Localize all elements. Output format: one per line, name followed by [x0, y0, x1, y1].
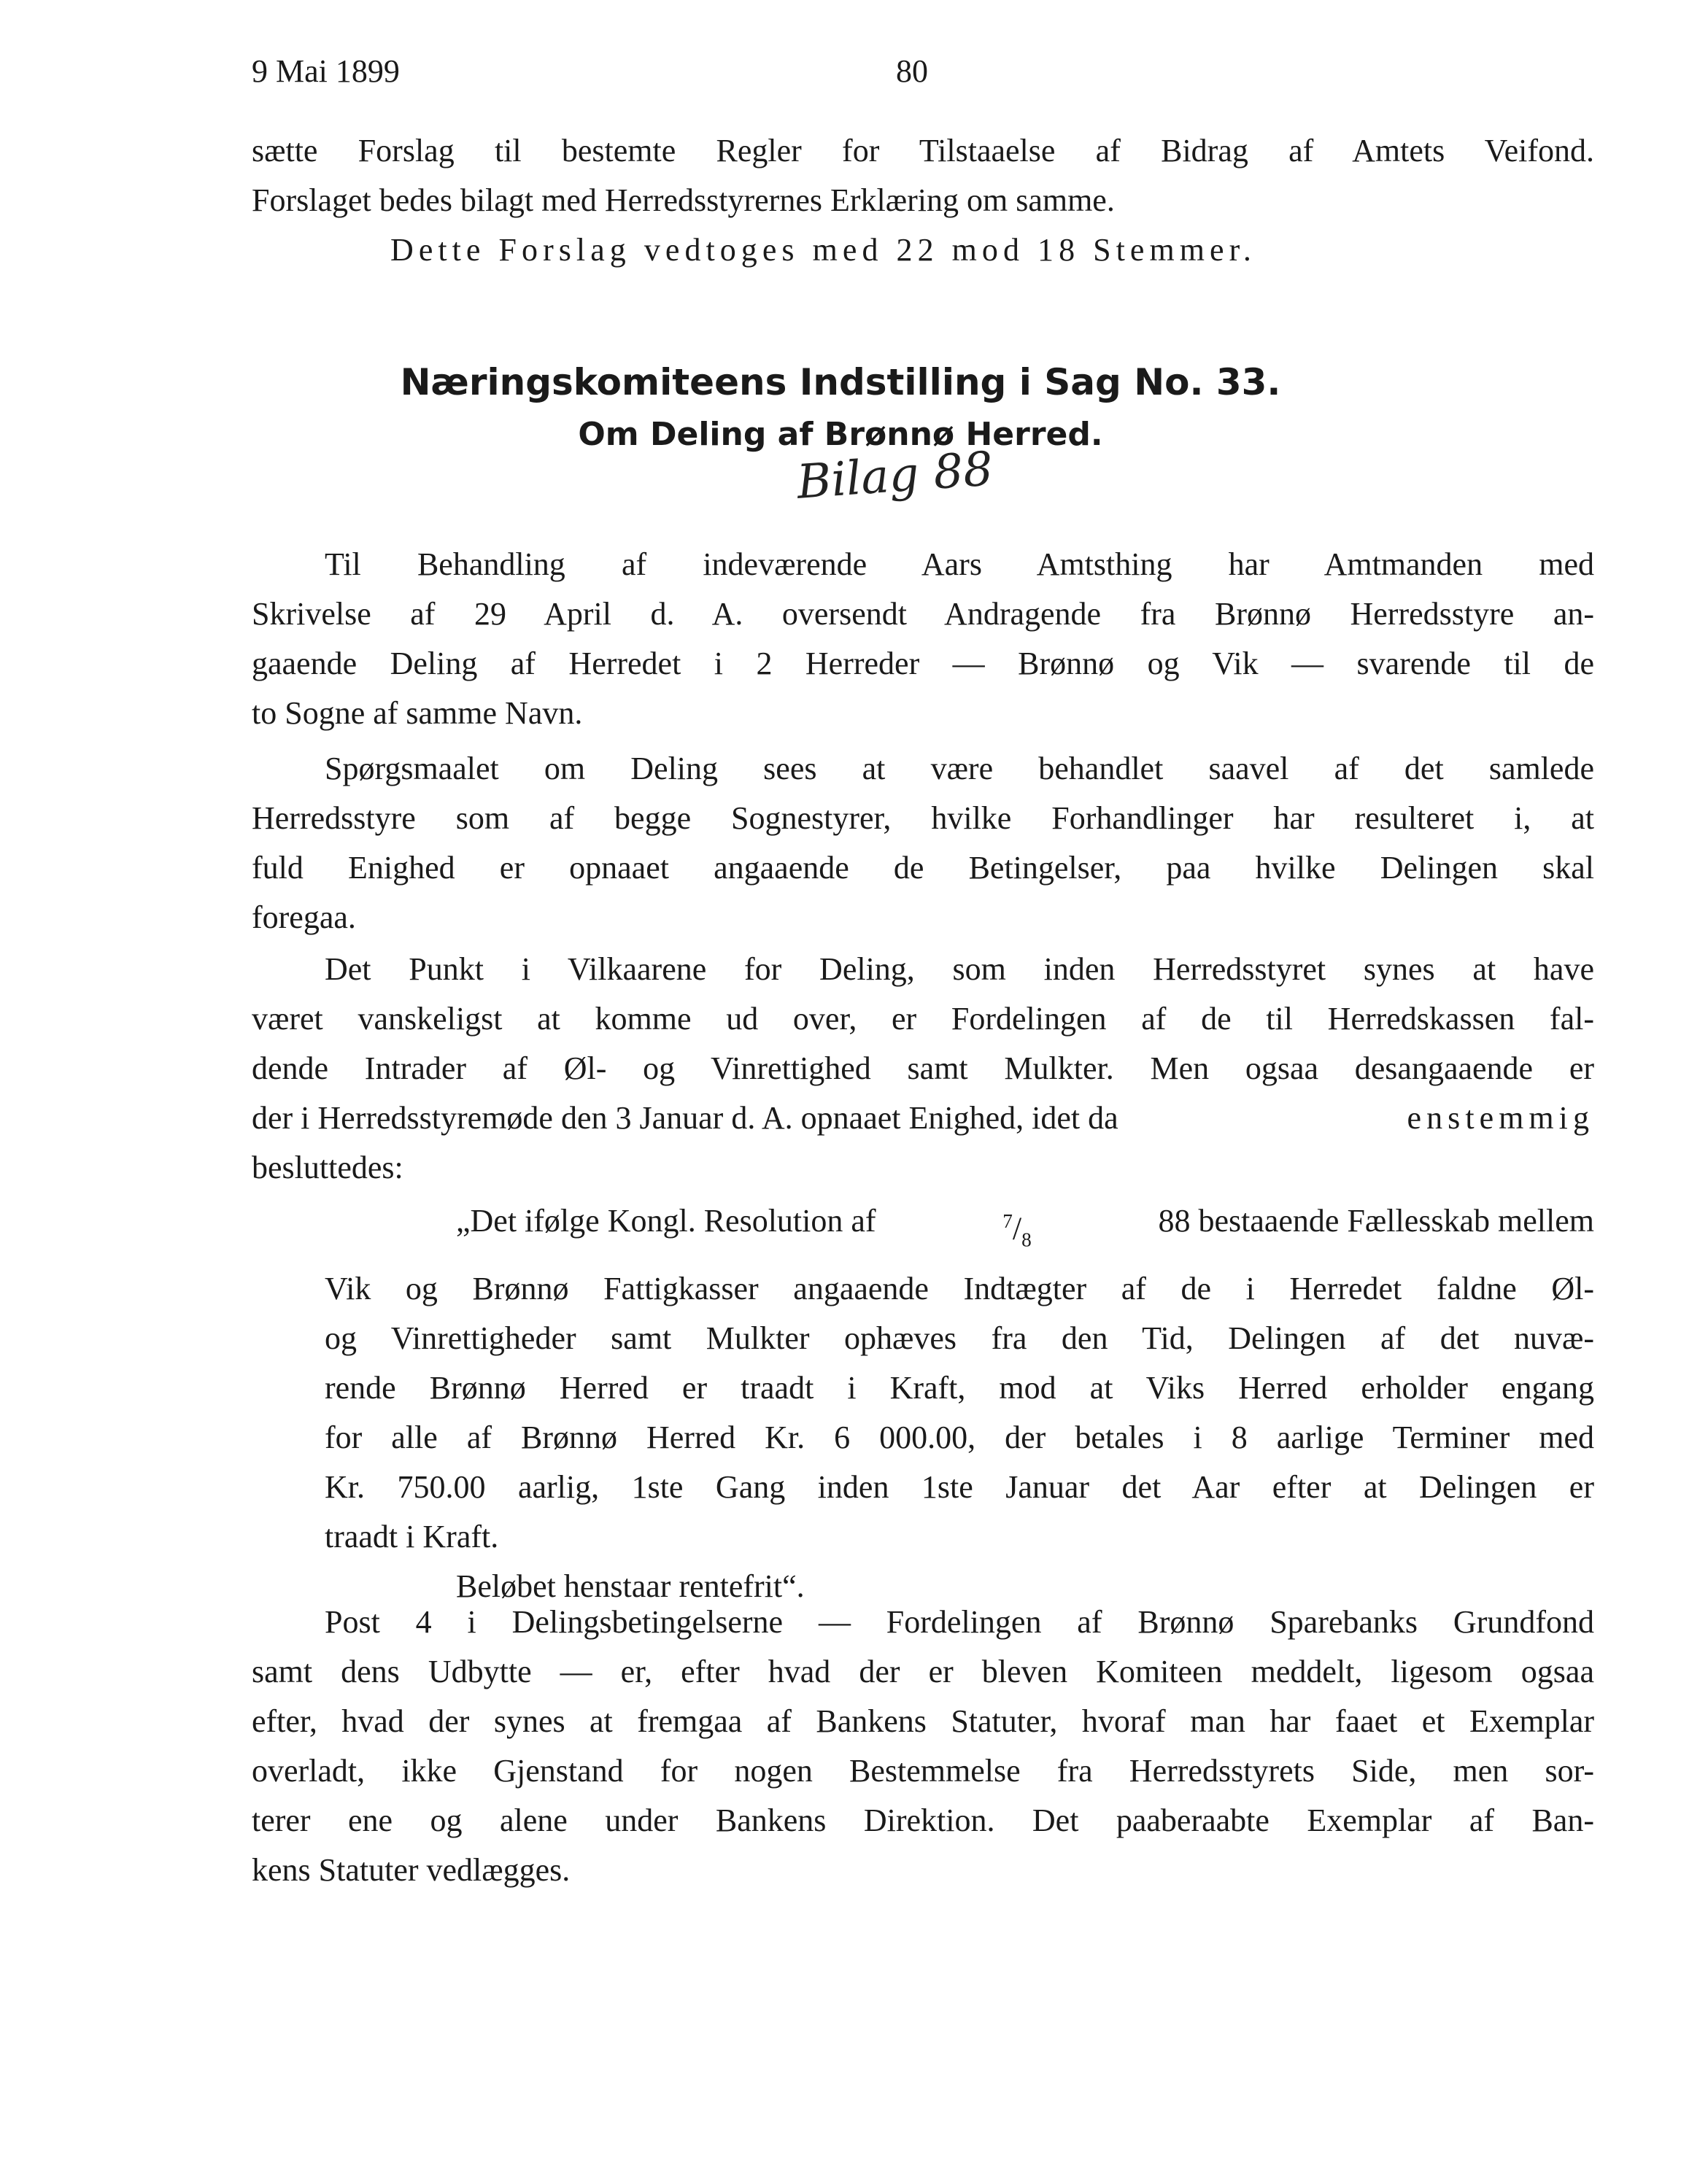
- paragraph-4: [252, 1598, 1594, 1895]
- text-line: [252, 1093, 1594, 1143]
- paragraph-3: [252, 945, 1594, 1193]
- text-line: [252, 1196, 1594, 1264]
- text-fragment: der i Herredsstyremøde den 3 Januar d. A. opnaaet Enighed, idet da: [252, 1100, 1118, 1136]
- text-line: Spørgsmaalet om Deling sees at være behandlet saavel af det samlede: [325, 751, 1594, 786]
- text-line: gaaende Deling af Herredet i 2 Herreder — Brønnø og Vik — svarende til de: [252, 646, 1594, 681]
- date-fraction: $^7/_8$: [1002, 1210, 1032, 1251]
- text-line: Kr. 750.00 aarlig, 1ste Gang inden 1ste Januar det Aar efter at Delingen er: [325, 1469, 1594, 1506]
- text-line: rende Brønnø Herred er traadt i Kraft, mod at Viks Herred erholder engang: [325, 1370, 1594, 1406]
- text-line: Forslaget bedes bilagt med Herredsstyrernes Erklæring om samme.: [252, 182, 1115, 218]
- text-line: samt dens Udbytte — er, efter hvad der er bleven Komiteen meddelt, ligesom ogsaa: [252, 1654, 1594, 1689]
- text-line: Til Behandling af indeværende Aars Amtsthing har Amtmanden med: [325, 546, 1594, 582]
- paragraph-1: [252, 540, 1594, 738]
- page-number: 80: [896, 53, 928, 89]
- quoted-resolution: [252, 1196, 1594, 1611]
- page-date: 9 Mai 1899: [252, 53, 400, 89]
- text-line: terer ene og alene under Bankens Direktion. Det paaberaabte Exemplar af Ban-: [252, 1802, 1594, 1838]
- fraction-denominator: 8: [1021, 1228, 1032, 1251]
- text-line: besluttedes:: [252, 1150, 403, 1185]
- text-line: været vanskeligst at komme ud over, er Fordelingen af de til Herredskassen fal-: [252, 1001, 1594, 1037]
- section-subtitle: Om Deling af Brønnø Herred.: [578, 416, 1103, 453]
- vote-result-line: Dette Forslag vedtoges med 22 mod 18 Stemmer.: [390, 232, 1256, 268]
- text-line: for alle af Brønnø Herred Kr. 6 000.00, der betales i 8 aarlige Terminer med: [325, 1420, 1594, 1456]
- text-line: kens Statuter vedlægges.: [252, 1852, 571, 1888]
- text-line: Skrivelse af 29 April d. A. oversendt Andragende fra Brønnø Herredsstyre an-: [252, 596, 1594, 632]
- fraction-numerator: 7: [1002, 1210, 1013, 1232]
- section-title: Næringskomiteens Indstilling i Sag No. 33.: [400, 361, 1281, 403]
- text-line: foregaa.: [252, 899, 356, 935]
- text-line: Vik og Brønnø Fattigkasser angaaende Indtægter af de i Herredet faldne Øl-: [325, 1271, 1594, 1307]
- text-line: fuld Enighed er opnaaet angaaende de Betingelser, paa hvilke Delingen skal: [252, 850, 1594, 886]
- text-line: dende Intrader af Øl- og Vinrettighed samt Mulkter. Men ogsaa desangaaende er: [252, 1050, 1594, 1086]
- text-line: sætte Forslag til bestemte Regler for Tilstaaelse af Bidrag af Amtets Veifond.: [252, 133, 1594, 169]
- text-line: traadt i Kraft.: [325, 1519, 499, 1555]
- text-fragment: „Det ifølge Kongl. Resolution af: [456, 1203, 876, 1239]
- paragraph-2: [252, 744, 1594, 942]
- text-line: efter, hvad der synes at fremgaa af Bankens Statuter, hvoraf man har faaet et Exemplar: [252, 1703, 1594, 1739]
- text-fragment: 88 bestaaende Fællesskab mellem: [1158, 1203, 1594, 1239]
- text-line: to Sogne af samme Navn.: [252, 695, 583, 731]
- text-line: overladt, ikke Gjenstand for nogen Bestemmelse fra Herredsstyrets Side, men sor-: [252, 1753, 1594, 1789]
- text-line: og Vinrettigheder samt Mulkter ophæves fra den Tid, Delingen af det nuvæ-: [325, 1320, 1594, 1357]
- intro-paragraph: [252, 126, 1594, 275]
- text-line: Post 4 i Delingsbetingelserne — Fordelingen af Brønnø Sparebanks Grundfond: [325, 1604, 1594, 1640]
- handwritten-annotation: Bilag 88: [795, 442, 995, 510]
- text-line: Det Punkt i Vilkaarene for Deling, som inden Herredsstyret synes at have: [325, 951, 1594, 987]
- spaced-emphasis-word: enstemmig: [1407, 1100, 1594, 1136]
- text-line: Herredsstyre som af begge Sognestyrer, hvilke Forhandlinger har resulteret i, at: [252, 800, 1594, 836]
- text-line: Beløbet henstaar rentefrit“.: [456, 1568, 805, 1605]
